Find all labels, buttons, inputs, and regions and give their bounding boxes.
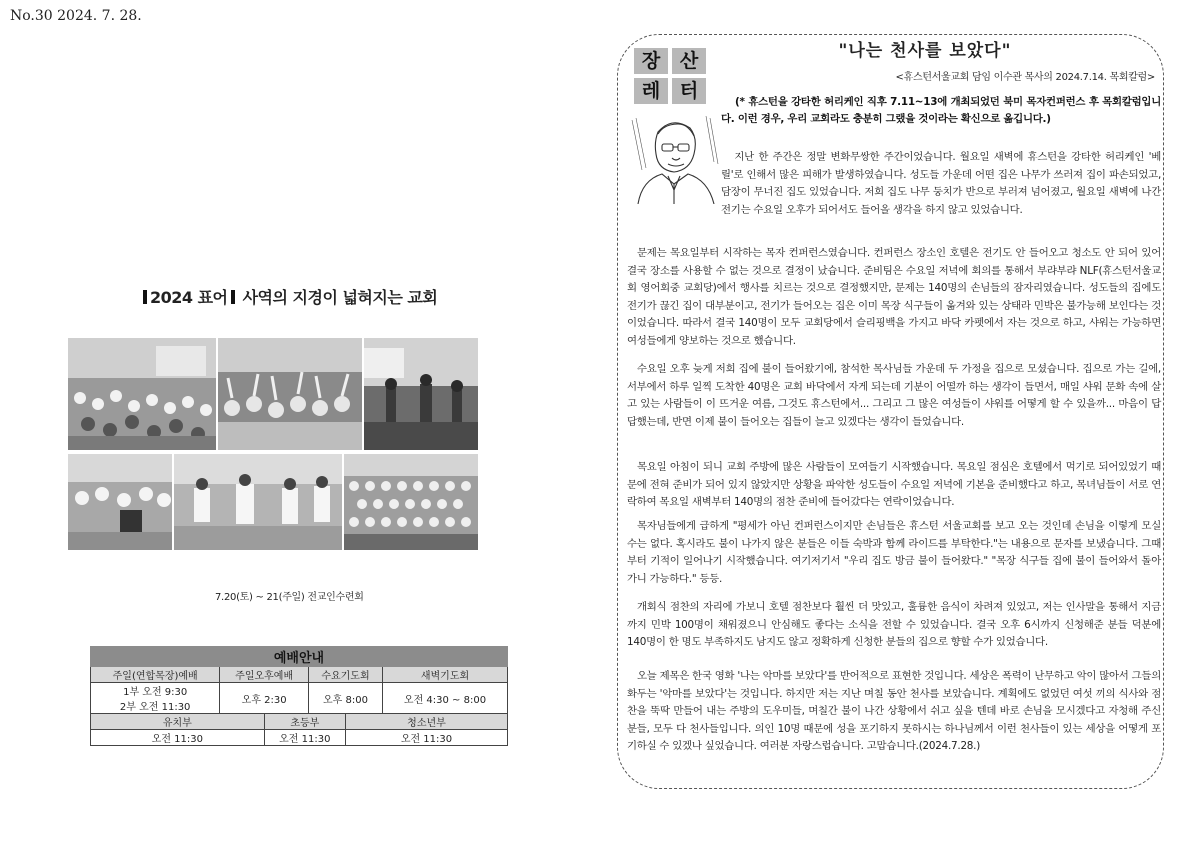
header-dawn-prayer: 새벽기도회 — [383, 667, 508, 683]
letter-title: "나는 천사를 보았다" — [838, 41, 1012, 61]
issue-date: No.30 2024. 7. 28. — [10, 8, 142, 24]
value-sunday-afternoon: 오후 2:30 — [220, 683, 309, 714]
letter-paragraph-1 — [627, 149, 1161, 219]
letter-paragraph-6: 개회식 점찬의 자리에 가보니 호텔 점찬보다 훨씬 더 맛있고, 훌륭한 음식이 차려져 있었고, 저는 인사말을 통해서 지금까지 민박 100명이 채워졌으니 안심해도 좋다는 소식을 전할 수 있었습니다. 결국 오후 6시까지 신청해준 분들 덕분에 140명이 한 명도 부족하지도 남지도 않고 정확하게 신청한 분들의 집으로 향할 수가 있었습니다. — [627, 601, 1161, 649]
photo-band-stage — [364, 338, 478, 450]
sketch-wrap-spacer — [627, 149, 721, 207]
service-first: 1부 오전 9:30 — [123, 687, 188, 698]
letter-byline: <휴스턴서울교회 담임 이수관 목사의 2024.7.14. 목회칼럼> — [895, 72, 1155, 83]
header-sunday-service: 주일(연합목장)예배 — [91, 667, 220, 683]
header-youth: 청소년부 — [345, 714, 507, 730]
badge-char-2: 산 — [672, 48, 706, 74]
photo-congregation-singing — [68, 338, 216, 450]
value-elementary: 오전 11:30 — [264, 730, 345, 746]
photo-caption: 7.20(토) ~ 21(주일) 전교인수련회 — [215, 592, 364, 603]
letter-paragraph-3: 수요일 오후 늦게 저희 집에 불이 들어왔기에, 참석한 목사님들 가운데 두 가정을 집으로 모셨습니다. 집으로 가는 길에, 서부에서 하루 일찍 도착한 40명은 교회 바닥에서 자게 되는데 기분이 어떨까 하는 생각이 들면서, 매일 샤워 문화 속에 살고 있는 사람들이 이 뜨거운 여름, 그것도 휴스턴에서... 그리고 그 많은 여성들이 샤워를 어떻게 할 수 있을까... 마음이 답답했는데, 반면 이제 불이 들어오는 집들이 늘고 있겠다는 생각이 들었습니다. — [627, 363, 1161, 428]
value-youth: 오전 11:30 — [345, 730, 507, 746]
photo-team-activity — [174, 454, 342, 550]
letter-paragraph-5: 목자님들에게 급하게 "평세가 아닌 컨퍼런스이지만 손님들은 휴스턴 서울교회를 보고 오는 것인데 손님을 이렇게 모실 수는 없다. 혹시라도 불이 나가지 않은 분들은 이들 숙박과 함께 라이드를 부탁한다."는 내용으로 문자를 보냈습니다. 그때부터 기적이 일어나기 시작했습니다. 여기저기서 "우리 집도 방금 불이 들어왔다." "목장 식구들 집에 불이 들어와서 돌아가니 가능하다." 등등. — [627, 520, 1161, 585]
motto-bar-left — [143, 290, 147, 304]
motto-heading — [140, 285, 480, 308]
service-second: 2부 오전 11:30 — [119, 702, 191, 713]
value-wednesday-prayer: 오후 8:00 — [308, 683, 382, 714]
motto-bar-right — [231, 290, 235, 304]
badge-char-3: 레 — [634, 78, 668, 104]
header-sunday-afternoon: 주일오후예배 — [220, 667, 309, 683]
value-sunday-service — [91, 683, 220, 714]
worship-title: 예배안내 — [91, 647, 508, 667]
letter-paragraph-1-text: 지난 한 주간은 정말 변화무쌍한 주간이었습니다. 월요일 새벽에 휴스턴을 강타한 허리케인 '베릴'로 인해서 많은 피해가 발생하였습니다. 성도들 가운데 어떤 집은 나무가 쓰러져 집이 파손되었고, 담장이 무너진 집도 있었습니다. 저희 집도 나무 둥치가 반으로 부러져 넘어졌고, 월요일 새벽에 나간 전기는 수요일 오후가 되어서도 들어올 생각을 하지 않고 있었습니다. — [721, 151, 1161, 216]
value-kindergarten: 오전 11:30 — [91, 730, 265, 746]
letter-paragraph-4: 목요일 아침이 되니 교회 주방에 많은 사람들이 모여들기 시작했습니다. 목요일 점심은 호텔에서 먹기로 되어있었기 때문에 전혀 준비가 되어 있지 않았지만 상황을 파악한 성도들이 수요일 저녁에 기본을 준비했다고 하고, 목녀님들이 서로 연락하여 목요일 새벽부터 140명의 점찬 준비에 들어갔다는 연락이었습니다. — [627, 461, 1161, 509]
photo-group-portrait — [344, 454, 478, 550]
motto-text: 사역의 지경이 넓혀지는 교회 — [242, 288, 438, 307]
letter-note: (* 휴스턴을 강타한 허리케인 직후 7.11~13에 개최되었던 북미 목자컨퍼런스 후 목회칼럼입니다. 이런 경우, 우리 교회라도 충분히 그랬을 것이라는 확신으로 옮깁니다.) — [721, 96, 1161, 125]
badge-char-1: 장 — [634, 48, 668, 74]
header-elementary: 초등부 — [264, 714, 345, 730]
worship-schedule-table — [90, 646, 508, 746]
photo-collage — [68, 338, 478, 550]
header-kindergarten: 유치부 — [91, 714, 265, 730]
photo-group-game — [68, 454, 172, 550]
letter-paragraph-2: 문제는 목요일부터 시작하는 목자 컨퍼런스였습니다. 컨퍼런스 장소인 호텔은 전기도 안 들어오고 청소도 안 되어 있어 결국 장소를 사용할 수 없는 것으로 결정이 났습니다. 준비팀은 수요일 저녁에 회의를 통해서 부랴부랴 NLF(휴스턴서울교회 영어회중 교회당)에서 행사를 치르는 것으로 결정했지만, 문제는 140명의 손님들의 잠자리였습니다. 성도들의 집에도 전기가 끊긴 집이 대부분이고, 전기가 들어오는 집은 이미 목장 식구들이 옮겨와 있는 상태라 민박은 불가능해 보인다는 것이었습니다. 따라서 결국 140명이 모두 교회당에서 슬리핑백을 가지고 바닥 카펫에서 자는 것으로 하고, 샤워는 가능하면 여성들에게 양보하는 것으로 했습니다. — [627, 247, 1161, 347]
header-wednesday-prayer: 수요기도회 — [308, 667, 382, 683]
motto-label: 2024 표어 — [150, 288, 228, 307]
value-dawn-prayer: 오전 4:30 ~ 8:00 — [383, 683, 508, 714]
badge-char-4: 터 — [672, 78, 706, 104]
photo-raised-hands — [218, 338, 362, 450]
letter-paragraph-7: 오늘 제목은 한국 영화 '나는 악마를 보았다'를 반어적으로 표현한 것입니다. 세상은 폭력이 난무하고 악이 많아서 그들의 화두는 '악마를 보았다'는 것입니다. 하지만 저는 지난 며칠 동안 천사를 보았습니다. 계획에도 없었던 여섯 끼의 식사와 점찬을 뚝딱 만들어 내는 주방의 도우미들, 며칠간 불이 나간 상황에서 쉬고 싶을 텐데 바로 손님을 모시겠다고 자청해 주신 분들, 모두 다 천사들입니다. 의인 10명 때문에 성을 포기하지 못하시는 하나님께서 이런 천사들이 있는 세상을 어떻게 포기하실 수 있겠나 싶었습니다. 여러분 자랑스럽습니다. 고맙습니다.(2024.7.28.) — [627, 670, 1161, 753]
